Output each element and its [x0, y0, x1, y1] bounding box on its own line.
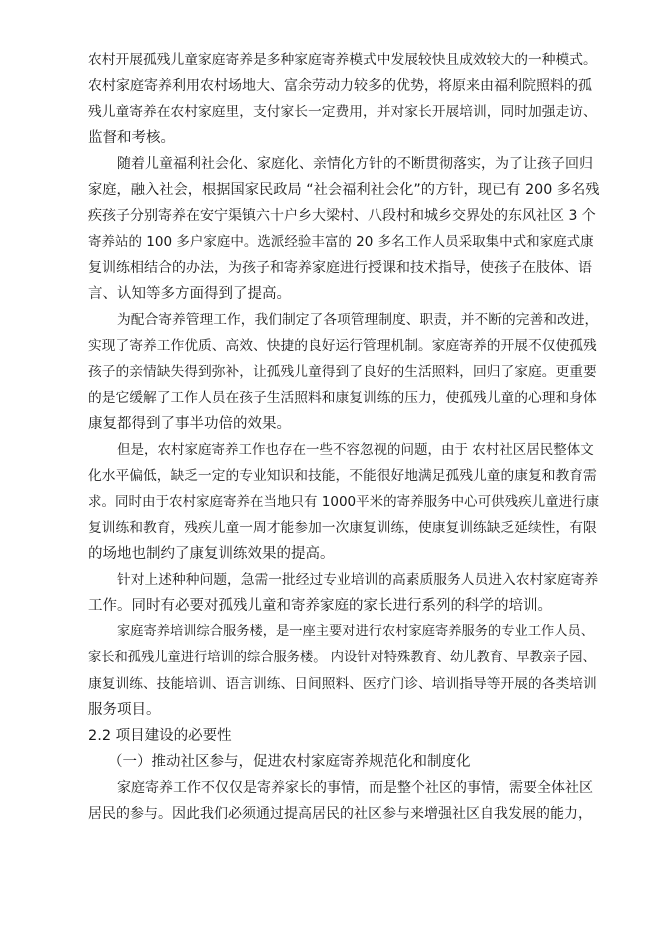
text-line: 为配合寄养管理工作，我们制定了各项管理制度、职责，并不断的完善和改进， [117, 312, 599, 328]
text-line: 的场地也制约了康复训练效果的提高。 [88, 546, 335, 562]
text-line: 但是，农村家庭寄养工作也存在一些不容忽视的问题，由于 农村社区居民整体文 [117, 442, 594, 458]
text-line: 康复都得到了事半功倍的效果。 [88, 416, 291, 432]
text-line: 残儿童寄养在农村家庭里，支付家长一定费用，并对家长开展培训，同时加强走访、 [88, 104, 597, 120]
text-line: 服务项目。 [88, 702, 161, 718]
text-line: 疾孩子分别寄养在安宁渠镇六十户乡大梁村、八段村和城乡交界处的东风社区 3 个 [88, 208, 596, 224]
text-line: 复训练和教育，残疾儿童一周才能参加一次康复训练，使康复训练缺乏延续性，有限 [88, 520, 597, 536]
text-line: 家庭，融入社会，根据国家民政局 “社会福利社会化”的方针，现已有 200 多名残 [88, 182, 600, 198]
text-line: 言、认知等多方面得到了提高。 [88, 286, 291, 302]
section-heading: 2.2 项目建设的必要性 [88, 728, 232, 744]
text-line: 的是它缓解了工作人员在孩子生活照料和康复训练的压力，使孤残儿童的心理和身体 [88, 390, 597, 406]
text-line: 孩子的亲情缺失得到弥补，让孤残儿童得到了良好的生活照料，回归了家庭。更重要 [88, 364, 597, 380]
text-line: 家庭寄养培训综合服务楼，是一座主要对进行农村家庭寄养服务的专业工作人员、 [117, 624, 595, 639]
subsection-heading: （一）推动社区参与，促进农村家庭寄养规范化和制度化 [108, 754, 471, 770]
text-line: 康复训练、技能培训、语言训练、日间照料、医疗门诊、培训指导等开展的各类培训 [88, 676, 597, 692]
text-line: 实现了寄养工作优质、高效、快捷的良好运行管理机制。家庭寄养的开展不仅使孤残 [88, 338, 597, 354]
text-line: 化水平偏低，缺乏一定的专业知识和技能，不能很好地满足孤残儿童的康复和教育需 [88, 468, 597, 484]
text-line: 针对上述种种问题，急需一批经过专业培训的高素质服务人员进入农村家庭寄养 [117, 572, 599, 588]
text-line: 家庭寄养工作不仅仅是寄养家长的事情，而是整个社区的事情，需要全体社区 [117, 780, 593, 796]
text-line: 监督和考核。 [88, 130, 175, 146]
text-line: 家长和孤残儿童进行培训的综合服务楼。 内设针对特殊教育、幼儿教育、早教亲子园、 [88, 650, 596, 665]
text-line: 工作。同时有必要对孤残儿童和寄养家庭的家长进行系列的科学的培训。 [88, 598, 552, 614]
text-line: 农村家庭寄养利用农村场地大、富余劳动力较多的优势，将原来由福利院照料的孤 [88, 78, 592, 94]
text-line: 复训练相结合的办法，为孩子和寄养家庭进行授课和技术指导，使孩子在肢体、语 [88, 260, 592, 276]
text-line: 寄养站的 100 多户家庭中。选派经验丰富的 20 多名工作人员采取集中式和家庭式康 [88, 234, 594, 250]
text-line: 农村开展孤残儿童家庭寄养是多种家庭寄养模式中发展较快且成效较大的一种模式。 [88, 52, 597, 68]
text-line: 居民的参与。因此我们必须通过提高居民的社区参与来增强社区自我发展的能力， [88, 806, 592, 822]
text-line: 求。同时由于农村家庭寄养在当地只有 1000平米的寄养服务中心可供残疾儿童进行康 [88, 494, 600, 510]
text-line: 随着儿童福利社会化、家庭化、亲情化方针的不断贯彻落实，为了让孩子回归 [117, 156, 593, 172]
